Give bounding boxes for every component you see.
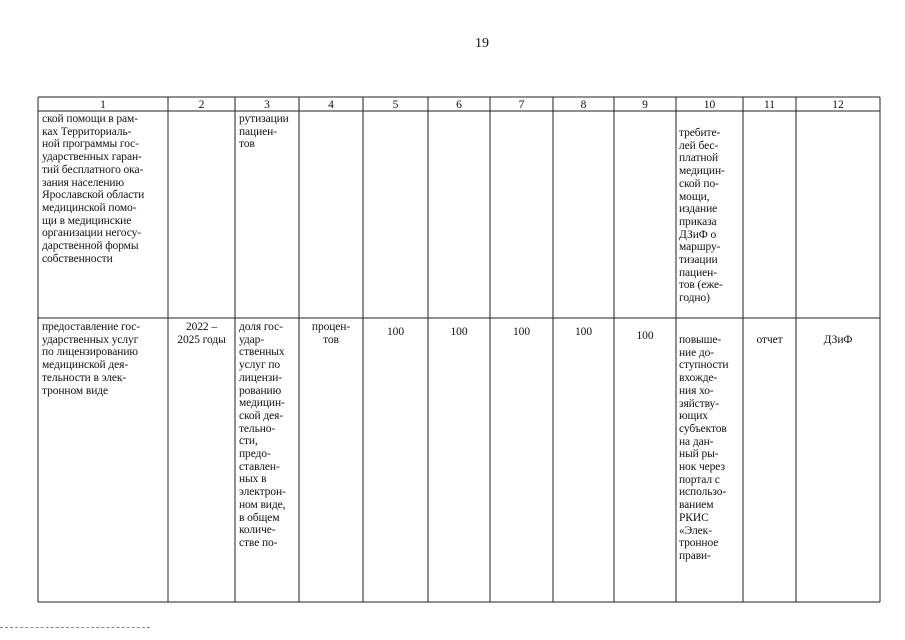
row2-col12-text: ДЗиФ	[823, 334, 853, 346]
header-col-3: 3	[264, 99, 270, 111]
header-col-2: 2	[198, 99, 205, 111]
row1-col3-text: рутизации пациен- тов	[239, 113, 289, 151]
row2-col3-text: доля гос- удар- ственных услуг по лицензи- рованию медицин- ской дея- тельно- сти, предо- ставлен- ных в электрон- ном виде, в общем количе- стве по-	[239, 321, 286, 549]
scan-artifact	[0, 627, 150, 631]
row2-col9-value: 100	[636, 330, 654, 342]
header-col-8: 8	[580, 99, 587, 111]
header-col-9: 9	[642, 99, 648, 111]
row2-col2-text: 2022 – 2025 годы	[177, 321, 226, 346]
row2-col11-text: отчет	[756, 334, 783, 346]
header-col-1: 1	[100, 99, 106, 111]
row1-col1-text: ской помощи в рам- ках Территориаль- ной программы гос- ударственных гаран- тий бесплатного ока- зания населению Ярославской области медицинской помо- щи в медицинские организации негосу- дарственной формы собственности	[42, 113, 145, 265]
row2-col4-text: процен- тов	[311, 321, 351, 346]
header-col-6: 6	[456, 99, 462, 111]
row2-col1-text: предоставление гос- ударственных услуг по лицензированию медицинской дея- тельности в элек- тронном виде	[42, 321, 141, 397]
header-col-12: 12	[832, 99, 844, 111]
header-col-7: 7	[518, 99, 525, 111]
header-col-10: 10	[703, 99, 716, 111]
page-number: 19	[475, 36, 489, 51]
row2-col7-value: 100	[513, 326, 530, 338]
row2-col6-value: 100	[450, 326, 468, 338]
header-col-11: 11	[763, 99, 776, 111]
row1-col10-text: требите- лей бес- платной медицин- ской по- мощи, издание приказа ДЗиФ о маршру- тизации пациен- тов (еже- годно)	[679, 127, 725, 305]
row2-col10-text: повыше- ние до- ступности вхожде- ния хо- зяйству- ющих субъектов на дан- ный ры- нок через портал с использо- ванием РКИС «Элек- тронное прави-	[679, 334, 729, 562]
header-col-4: 4	[328, 99, 334, 111]
header-col-5: 5	[392, 99, 399, 111]
row2-col8-value: 100	[575, 326, 592, 338]
row2-col5-value: 100	[387, 326, 404, 338]
